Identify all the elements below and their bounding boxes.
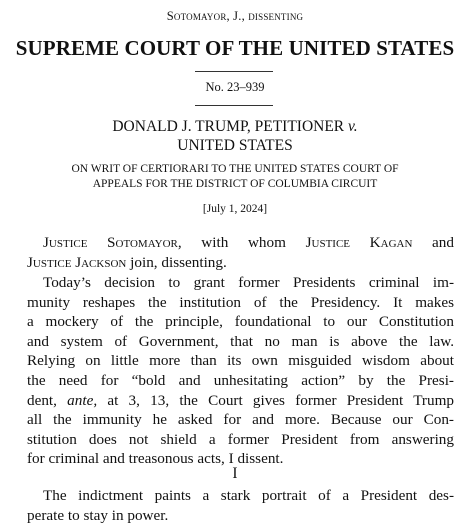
paragraph-line (27, 253, 454, 273)
versus-marker: v. (348, 118, 358, 135)
divider-rule-top (195, 71, 273, 72)
paragraph-line: stitution does not shield a former President from answering (27, 430, 454, 448)
paragraph-line: perate to stay in power. (27, 506, 169, 524)
text-run: join, dissenting. (126, 253, 227, 271)
paragraph-line: a mockery of the principle, foundational to our Constitution (27, 313, 454, 331)
writ-line: ON WRIT OF CERTIORARI TO THE UNITED STATES COURT OF (71, 163, 399, 175)
paragraph-line: the need for “bold and unhesitating action” by the Presi- (27, 371, 454, 389)
paragraph-line: Relying on little more than its own misguided wisdom about (27, 352, 454, 370)
justice-name: Justice Jackson (27, 253, 127, 271)
text-run: and (412, 234, 454, 251)
paragraph-line: for criminal and treasonous acts, I dissent. (27, 450, 284, 468)
citation-ante: ante, (67, 391, 98, 409)
paragraph-line: all the immunity he asked for and more. Because our Con- (27, 411, 454, 429)
section-heading: I (232, 465, 238, 482)
petitioner-name: DONALD J. TRUMP, PETITIONER (112, 118, 345, 135)
paragraph-line: The indictment paints a stark portrait of a President des- (43, 487, 454, 504)
justice-name: Justice Sotomayor (43, 234, 178, 251)
decision-date: [July 1, 2024] (202, 203, 268, 215)
respondent-name: UNITED STATES (177, 137, 293, 154)
justice-name: Justice Kagan (305, 234, 413, 251)
text-run: dent, (27, 391, 68, 409)
paragraph-line: munity reshapes the institution of the Presidency. It makes (27, 293, 454, 311)
paragraph-line (27, 233, 454, 253)
writ-of-certiorari (20, 162, 450, 192)
paragraph-line (27, 391, 454, 411)
divider-rule-bottom (195, 105, 273, 106)
text-run: at 3, 13, the Court gives former President Trump (97, 391, 454, 409)
joined-by-paragraph (27, 233, 454, 272)
text-run: , with whom (177, 234, 306, 251)
paragraph-line: Today’s decision to grant former Presidents criminal im- (43, 274, 454, 291)
running-head: Sotomayor, J., dissenting (166, 9, 304, 23)
main-paragraph (27, 273, 454, 469)
case-caption-line-1 (0, 117, 470, 136)
docket-number: No. 23–939 (205, 80, 265, 94)
court-title: SUPREME COURT OF THE UNITED STATES (15, 36, 455, 60)
writ-line: APPEALS FOR THE DISTRICT OF COLUMBIA CIRCUIT (92, 178, 378, 190)
case-caption (0, 117, 470, 155)
paragraph-line: and system of Government, that no man is above the law. (27, 332, 454, 350)
indictment-paragraph (27, 486, 454, 525)
